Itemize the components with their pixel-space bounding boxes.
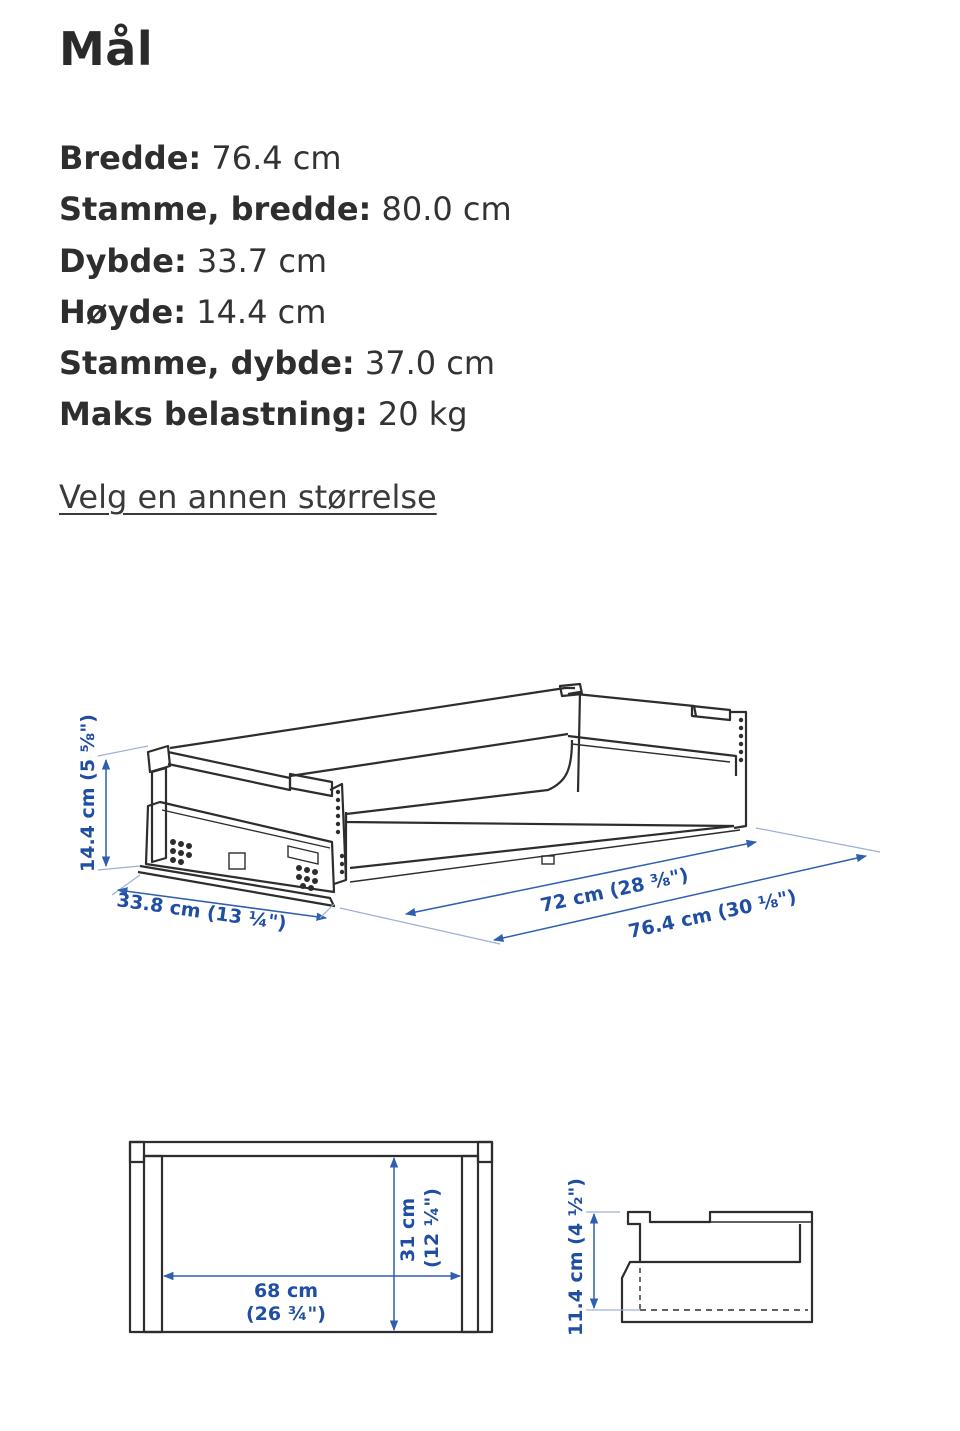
side-height-label: 11.4 cm (4 ½") <box>565 1178 587 1336</box>
spec-value: 33.7 cm <box>196 241 328 280</box>
choose-size-link[interactable]: Velg en annen størrelse <box>59 478 437 516</box>
spec-value: 14.4 cm <box>196 292 327 331</box>
spec-label: Bredde: <box>59 139 202 177</box>
spec-label: Maks belastning: <box>59 395 368 434</box>
top-width-in: (26 ¾") <box>246 1303 326 1325</box>
spec-value: 76.4 cm <box>211 139 342 177</box>
top-depth-cm: 31 cm <box>397 1197 419 1262</box>
page-title: Mål <box>59 22 154 76</box>
spec-value: 20 kg <box>377 395 468 434</box>
iso-inner-width-label: 72 cm (28 ⅜") <box>538 864 691 917</box>
spec-label: Dybde: <box>59 241 187 280</box>
spec-value: 80.0 cm <box>381 190 512 229</box>
top-depth-in: (12 ¼") <box>421 1188 443 1268</box>
drawer-side-view <box>622 1212 812 1322</box>
top-width-cm: 68 cm <box>253 1280 319 1302</box>
iso-depth-label: 33.8 cm (13 ¼") <box>115 889 288 935</box>
iso-outer-width-label: 76.4 cm (30 ⅛") <box>626 885 799 943</box>
spec-label: Stamme, dybde: <box>59 344 355 383</box>
spec-label: Høyde: <box>59 292 187 331</box>
spec-label: Stamme, bredde: <box>59 190 372 229</box>
spec-value: 37.0 cm <box>364 344 496 383</box>
iso-height-label: 14.4 cm (5 ⅝") <box>77 714 99 872</box>
